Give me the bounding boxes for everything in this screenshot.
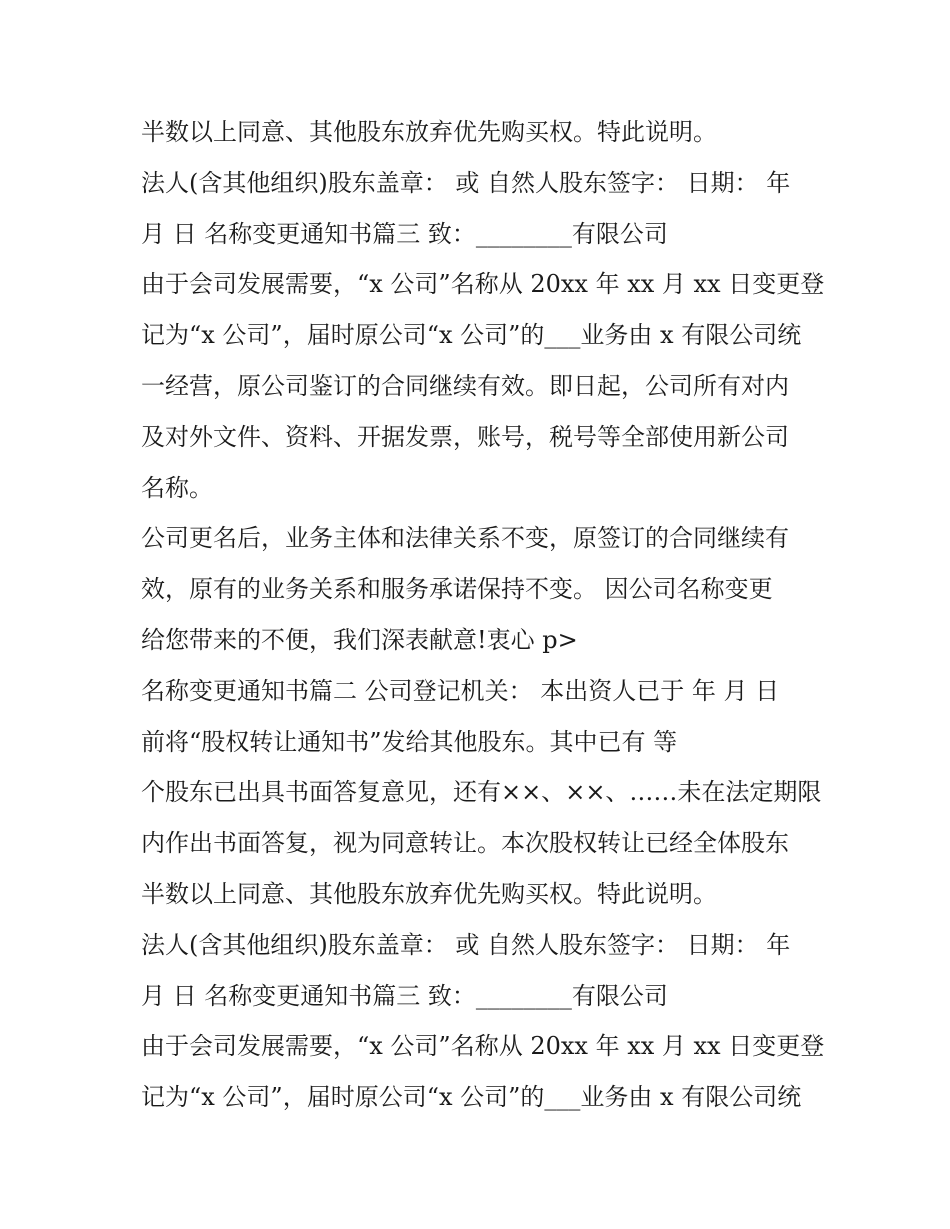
text-line: 法人(含其他组织)股东盖章： 或 自然人股东签字： 日期： 年 — [141, 168, 791, 197]
text-line: 由于会司发展需要，“x 公司”名称从 20xx 年 xx 月 xx 日变更登 — [141, 1032, 825, 1061]
text-line: 前将“股权转让通知书”发给其他股东。其中已有 等 — [141, 727, 678, 756]
text-line: 半数以上同意、其他股东放弃优先购买权。特此说明。 — [141, 879, 717, 908]
text-line: 给您带来的不便，我们深表献意!衷心 p> — [141, 625, 578, 654]
text-line: 效，原有的业务关系和服务承诺保持不变。 因公司名称变更 — [141, 575, 773, 604]
text-line: 半数以上同意、其他股东放弃优先购买权。特此说明。 — [141, 118, 717, 146]
text-line: 月 日 名称变更通知书篇三 致：________有限公司 — [141, 219, 668, 248]
text-line: 一经营，原公司鉴订的合同继续有效。即日起，公司所有对内 — [141, 371, 789, 400]
text-line: 由于会司发展需要，“x 公司”名称从 20xx 年 xx 月 xx 日变更登 — [141, 270, 825, 299]
text-line: 内作出书面答复，视为同意转让。本次股权转让已经全体股东 — [141, 829, 789, 858]
text-line: 名称变更通知书篇二 公司登记机关： 本出资人已于 年 月 日 — [141, 676, 780, 705]
text-line: 名称。 — [141, 473, 213, 502]
text-line: 月 日 名称变更通知书篇三 致：________有限公司 — [141, 981, 668, 1010]
document-body — [141, 107, 825, 1123]
text-line: 个股东已出具书面答复意见，还有××、××、……未在法定期限 — [141, 778, 822, 807]
text-line: 及对外文件、资料、开据发票，账号，税号等全部使用新公司 — [141, 422, 789, 451]
text-line: 公司更名后，业务主体和法律关系不变，原签订的合同继续有 — [141, 524, 789, 553]
text-line: 记为“x 公司”，届时原公司“x 公司”的___业务由 x 有限公司统 — [141, 321, 802, 350]
text-line: 法人(含其他组织)股东盖章： 或 自然人股东签字： 日期： 年 — [141, 930, 791, 959]
text-line: 记为“x 公司”，届时原公司“x 公司”的___业务由 x 有限公司统 — [141, 1083, 802, 1112]
